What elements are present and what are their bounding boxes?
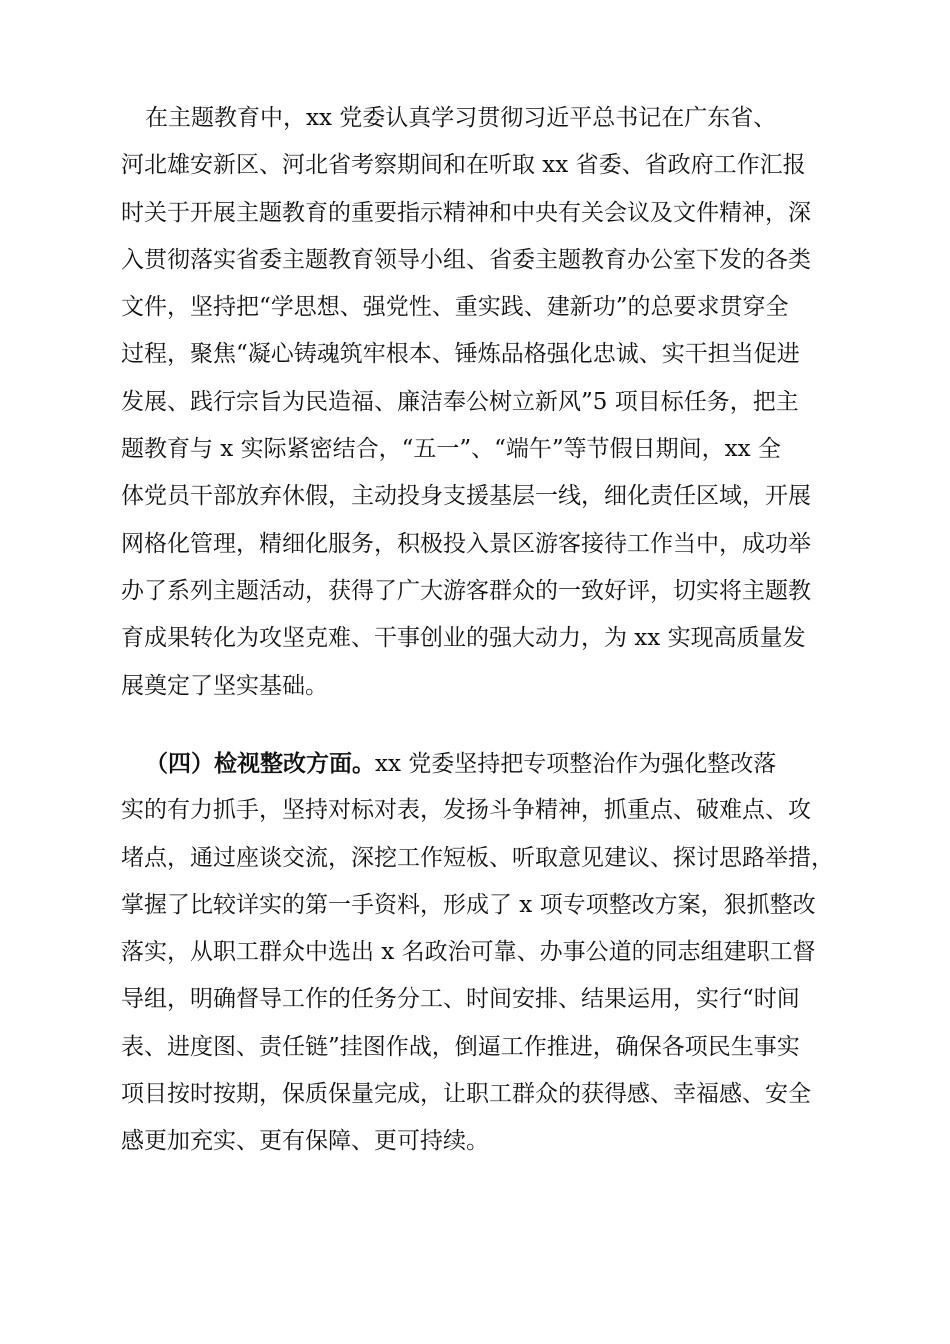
paragraph-rectification <box>121 740 865 1166</box>
text-line: 时关于开展主题教育的重要指示精神和中央有关会议及文件精神，深 <box>121 199 811 226</box>
text-line: 展奠定了坚实基础。 <box>121 672 328 699</box>
text-line: 文件，坚持把“学思想、强党性、重实践、建新功”的总要求贯穿全 <box>121 294 789 321</box>
text-line: 感更加充实、更有保障、更可持续。 <box>121 1128 489 1155</box>
text-line: 掌握了比较详实的第一手资料，形成了 x 项专项整改方案，狠抓整改 <box>121 891 816 918</box>
paragraph-theme-education <box>121 95 865 710</box>
text-line: 题教育与 x 实际紧密结合，“五一”、“端午”等节假日期间，xx 全 <box>121 436 781 463</box>
text-line: 体党员干部放弃休假，主动投身支援基层一线，细化责任区域，开展 <box>121 483 811 510</box>
text-line: 育成果转化为攻坚克难、干事创业的强大动力，为 xx 实现高质量发 <box>121 625 806 652</box>
text-line: 入贯彻落实省委主题教育领导小组、省委主题教育办公室下发的各类 <box>121 246 811 273</box>
text-line: 堵点，通过座谈交流，深挖工作短板、听取意见建议、探讨思路举措， <box>121 844 834 871</box>
text-line: 办了系列主题活动，获得了广大游客群众的一致好评，切实将主题教 <box>121 577 811 604</box>
text-line: 项目按时按期，保质保量完成，让职工群众的获得感、幸福感、安全 <box>121 1081 811 1108</box>
section-heading: （四）检视整改方面。 <box>145 750 375 777</box>
text-line: 导组，明确督导工作的任务分工、时间安排、结果运用，实行“时间 <box>121 986 800 1013</box>
text-line: 发展、践行宗旨为民造福、廉洁奉公树立新风”5 项目标任务，把主 <box>121 388 799 415</box>
text-line: 过程，聚焦“凝心铸魂筑牢根本、锤炼品格强化忠诚、实干担当促进 <box>121 341 800 368</box>
text-line: 网格化管理，精细化服务，积极投入景区游客接待工作当中，成功举 <box>121 530 811 557</box>
text-line <box>145 740 865 787</box>
text-line: 表、进度图、责任链”挂图作战，倒逼工作推进，确保各项民生事实 <box>121 1033 800 1060</box>
text-line: 河北雄安新区、河北省考察期间和在听取 xx 省委、省政府工作汇报 <box>121 152 806 179</box>
heading-continuation: xx 党委坚持把专项整治作为强化整改落 <box>375 751 777 777</box>
text-line: 在主题教育中，xx 党委认真学习贯彻习近平总书记在广东省、 <box>145 105 777 131</box>
text-line: 实的有力抓手，坚持对标对表，发扬斗争精神，抓重点、破难点、攻 <box>121 797 811 824</box>
text-line: 落实，从职工群众中选出 x 名政治可靠、办事公道的同志组建职工督 <box>121 939 816 966</box>
